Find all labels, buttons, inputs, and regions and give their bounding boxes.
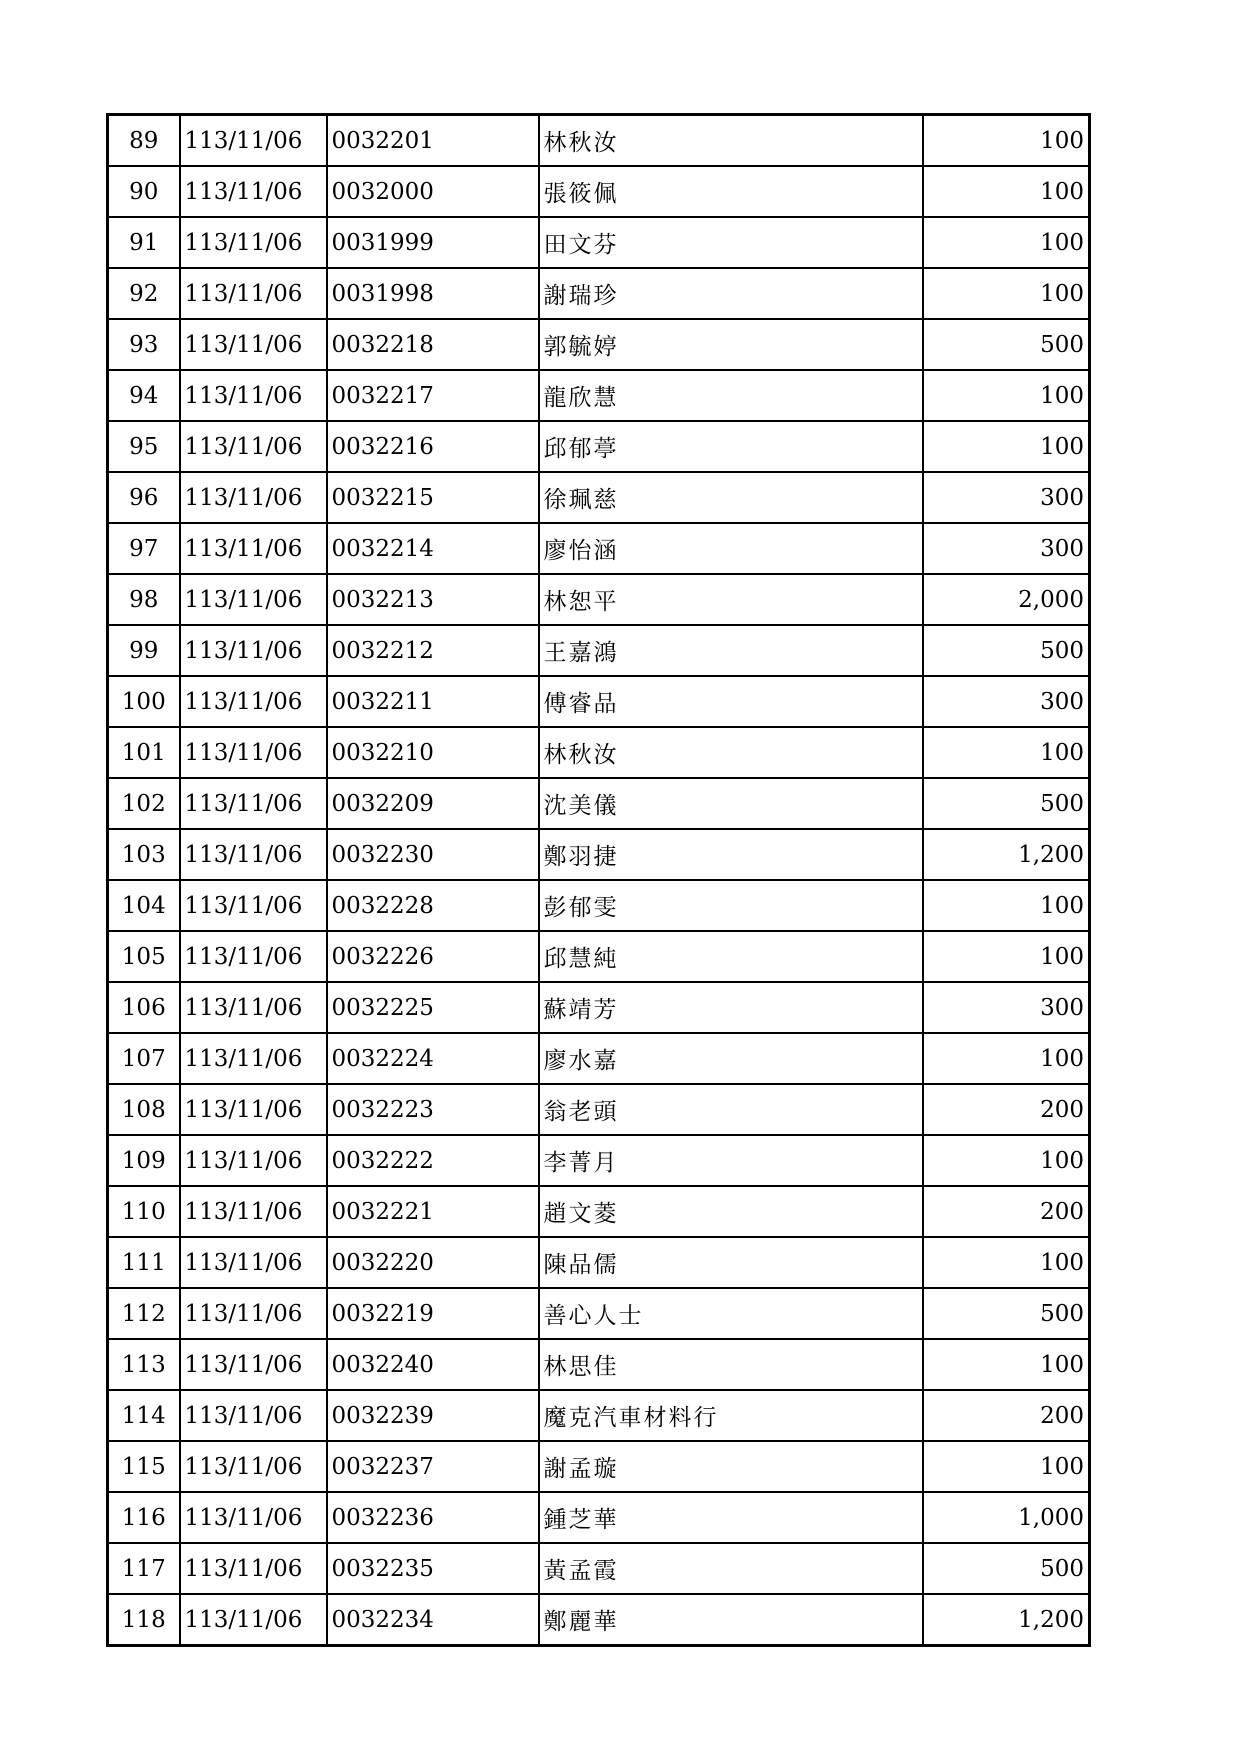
receipt-number: 0032222	[327, 1135, 539, 1186]
receipt-number: 0032219	[327, 1288, 539, 1339]
donor-name: 郭毓婷	[539, 319, 923, 370]
donation-amount: 100	[923, 1033, 1090, 1084]
donation-amount: 100	[923, 370, 1090, 421]
donor-name: 邱慧純	[539, 931, 923, 982]
row-number: 107	[108, 1033, 180, 1084]
donor-name: 翁老頭	[539, 1084, 923, 1135]
donation-amount: 100	[923, 115, 1090, 167]
receipt-number: 0032237	[327, 1441, 539, 1492]
donation-date: 113/11/06	[180, 676, 327, 727]
table-row	[108, 115, 1090, 167]
receipt-number: 0032221	[327, 1186, 539, 1237]
row-number: 108	[108, 1084, 180, 1135]
row-number: 116	[108, 1492, 180, 1543]
table-row	[108, 1441, 1090, 1492]
row-number: 90	[108, 166, 180, 217]
table-row	[108, 1339, 1090, 1390]
table-row	[108, 1492, 1090, 1543]
donation-amount: 100	[923, 1135, 1090, 1186]
donor-name: 謝孟璇	[539, 1441, 923, 1492]
donor-name: 邱郁葶	[539, 421, 923, 472]
donation-date: 113/11/06	[180, 1390, 327, 1441]
receipt-number: 0032228	[327, 880, 539, 931]
donation-amount: 500	[923, 778, 1090, 829]
receipt-number: 0032226	[327, 931, 539, 982]
donation-date: 113/11/06	[180, 421, 327, 472]
row-number: 106	[108, 982, 180, 1033]
donation-amount: 500	[923, 319, 1090, 370]
donation-date: 113/11/06	[180, 1543, 327, 1594]
donor-name: 鍾芝華	[539, 1492, 923, 1543]
donation-amount: 100	[923, 268, 1090, 319]
donation-date: 113/11/06	[180, 268, 327, 319]
row-number: 95	[108, 421, 180, 472]
row-number: 101	[108, 727, 180, 778]
donation-amount: 100	[923, 217, 1090, 268]
table-row	[108, 166, 1090, 217]
table-row	[108, 727, 1090, 778]
table-row	[108, 1237, 1090, 1288]
donor-name: 傅睿品	[539, 676, 923, 727]
table-row	[108, 523, 1090, 574]
donor-name: 林思佳	[539, 1339, 923, 1390]
row-number: 99	[108, 625, 180, 676]
donor-name: 李菁月	[539, 1135, 923, 1186]
table-row	[108, 829, 1090, 880]
donation-date: 113/11/06	[180, 1237, 327, 1288]
receipt-number: 0031998	[327, 268, 539, 319]
donation-amount: 100	[923, 727, 1090, 778]
donor-name: 彭郁雯	[539, 880, 923, 931]
row-number: 104	[108, 880, 180, 931]
row-number: 89	[108, 115, 180, 167]
row-number: 114	[108, 1390, 180, 1441]
receipt-number: 0032211	[327, 676, 539, 727]
donation-date: 113/11/06	[180, 880, 327, 931]
donation-amount: 200	[923, 1186, 1090, 1237]
donor-name: 龍欣慧	[539, 370, 923, 421]
donation-date: 113/11/06	[180, 1594, 327, 1646]
donation-amount: 100	[923, 931, 1090, 982]
receipt-number: 0032213	[327, 574, 539, 625]
donation-amount: 100	[923, 1237, 1090, 1288]
donation-amount: 100	[923, 1339, 1090, 1390]
receipt-number: 0032201	[327, 115, 539, 167]
row-number: 118	[108, 1594, 180, 1646]
table-row	[108, 1033, 1090, 1084]
receipt-number: 0032240	[327, 1339, 539, 1390]
donation-date: 113/11/06	[180, 115, 327, 167]
donation-amount: 2,000	[923, 574, 1090, 625]
donation-date: 113/11/06	[180, 523, 327, 574]
donor-name: 林秋汝	[539, 115, 923, 167]
donation-date: 113/11/06	[180, 1033, 327, 1084]
row-number: 105	[108, 931, 180, 982]
receipt-number: 0032215	[327, 472, 539, 523]
donor-name: 林恕平	[539, 574, 923, 625]
row-number: 94	[108, 370, 180, 421]
donor-name: 沈美儀	[539, 778, 923, 829]
row-number: 111	[108, 1237, 180, 1288]
donation-date: 113/11/06	[180, 625, 327, 676]
receipt-number: 0032224	[327, 1033, 539, 1084]
row-number: 109	[108, 1135, 180, 1186]
receipt-number: 0032210	[327, 727, 539, 778]
receipt-number: 0032209	[327, 778, 539, 829]
receipt-number: 0032220	[327, 1237, 539, 1288]
donor-name: 鄭羽捷	[539, 829, 923, 880]
row-number: 117	[108, 1543, 180, 1594]
receipt-number: 0031999	[327, 217, 539, 268]
donation-date: 113/11/06	[180, 1186, 327, 1237]
receipt-number: 0032212	[327, 625, 539, 676]
table-row	[108, 1084, 1090, 1135]
donor-name: 鄭麗華	[539, 1594, 923, 1646]
donation-date: 113/11/06	[180, 370, 327, 421]
donation-date: 113/11/06	[180, 727, 327, 778]
donation-amount: 500	[923, 625, 1090, 676]
row-number: 98	[108, 574, 180, 625]
donation-date: 113/11/06	[180, 931, 327, 982]
donor-name: 張筱佩	[539, 166, 923, 217]
donation-date: 113/11/06	[180, 1084, 327, 1135]
donation-date: 113/11/06	[180, 982, 327, 1033]
donor-name: 廖水嘉	[539, 1033, 923, 1084]
donation-amount: 200	[923, 1084, 1090, 1135]
row-number: 113	[108, 1339, 180, 1390]
donor-name: 魔克汽車材料行	[539, 1390, 923, 1441]
donor-name: 趙文菱	[539, 1186, 923, 1237]
table-row	[108, 268, 1090, 319]
donation-date: 113/11/06	[180, 472, 327, 523]
donation-amount: 100	[923, 880, 1090, 931]
row-number: 115	[108, 1441, 180, 1492]
table-row	[108, 931, 1090, 982]
donation-amount: 300	[923, 982, 1090, 1033]
donation-amount: 1,200	[923, 829, 1090, 880]
donor-name: 田文芬	[539, 217, 923, 268]
row-number: 100	[108, 676, 180, 727]
donation-amount: 100	[923, 166, 1090, 217]
receipt-number: 0032234	[327, 1594, 539, 1646]
receipt-number: 0032235	[327, 1543, 539, 1594]
table-row	[108, 1543, 1090, 1594]
table-row	[108, 217, 1090, 268]
receipt-number: 0032000	[327, 166, 539, 217]
donor-name: 黃孟霞	[539, 1543, 923, 1594]
receipt-number: 0032218	[327, 319, 539, 370]
donation-amount: 500	[923, 1543, 1090, 1594]
donation-date: 113/11/06	[180, 319, 327, 370]
donor-name: 謝瑞珍	[539, 268, 923, 319]
donation-date: 113/11/06	[180, 778, 327, 829]
table-row	[108, 1390, 1090, 1441]
donation-date: 113/11/06	[180, 1441, 327, 1492]
table-row	[108, 880, 1090, 931]
donation-amount: 300	[923, 676, 1090, 727]
receipt-number: 0032216	[327, 421, 539, 472]
donation-date: 113/11/06	[180, 1492, 327, 1543]
donor-name: 林秋汝	[539, 727, 923, 778]
table-row	[108, 676, 1090, 727]
row-number: 97	[108, 523, 180, 574]
donation-date: 113/11/06	[180, 574, 327, 625]
donation-amount: 300	[923, 523, 1090, 574]
donation-date: 113/11/06	[180, 1339, 327, 1390]
donor-name: 善心人士	[539, 1288, 923, 1339]
row-number: 92	[108, 268, 180, 319]
receipt-number: 0032239	[327, 1390, 539, 1441]
donation-table	[106, 113, 1091, 1647]
donation-table-body	[108, 115, 1090, 1646]
row-number: 91	[108, 217, 180, 268]
donor-name: 王嘉鴻	[539, 625, 923, 676]
receipt-number: 0032217	[327, 370, 539, 421]
table-row	[108, 319, 1090, 370]
donation-amount: 100	[923, 1441, 1090, 1492]
table-row	[108, 1186, 1090, 1237]
donation-amount: 500	[923, 1288, 1090, 1339]
table-row	[108, 1594, 1090, 1646]
row-number: 103	[108, 829, 180, 880]
donation-date: 113/11/06	[180, 217, 327, 268]
table-row	[108, 574, 1090, 625]
row-number: 112	[108, 1288, 180, 1339]
donor-name: 陳品儒	[539, 1237, 923, 1288]
donation-amount: 1,200	[923, 1594, 1090, 1646]
receipt-number: 0032214	[327, 523, 539, 574]
table-row	[108, 1135, 1090, 1186]
donation-date: 113/11/06	[180, 1135, 327, 1186]
table-row	[108, 1288, 1090, 1339]
donation-amount: 1,000	[923, 1492, 1090, 1543]
receipt-number: 0032225	[327, 982, 539, 1033]
donor-name: 徐珮慈	[539, 472, 923, 523]
receipt-number: 0032236	[327, 1492, 539, 1543]
table-row	[108, 370, 1090, 421]
donation-date: 113/11/06	[180, 166, 327, 217]
table-row	[108, 982, 1090, 1033]
donor-name: 蘇靖芳	[539, 982, 923, 1033]
row-number: 102	[108, 778, 180, 829]
donation-date: 113/11/06	[180, 1288, 327, 1339]
receipt-number: 0032230	[327, 829, 539, 880]
row-number: 110	[108, 1186, 180, 1237]
donation-date: 113/11/06	[180, 829, 327, 880]
row-number: 96	[108, 472, 180, 523]
donor-name: 廖怡涵	[539, 523, 923, 574]
row-number: 93	[108, 319, 180, 370]
table-row	[108, 421, 1090, 472]
table-row	[108, 778, 1090, 829]
receipt-number: 0032223	[327, 1084, 539, 1135]
table-row	[108, 472, 1090, 523]
donation-amount: 100	[923, 421, 1090, 472]
table-row	[108, 625, 1090, 676]
donation-amount: 300	[923, 472, 1090, 523]
donation-amount: 200	[923, 1390, 1090, 1441]
